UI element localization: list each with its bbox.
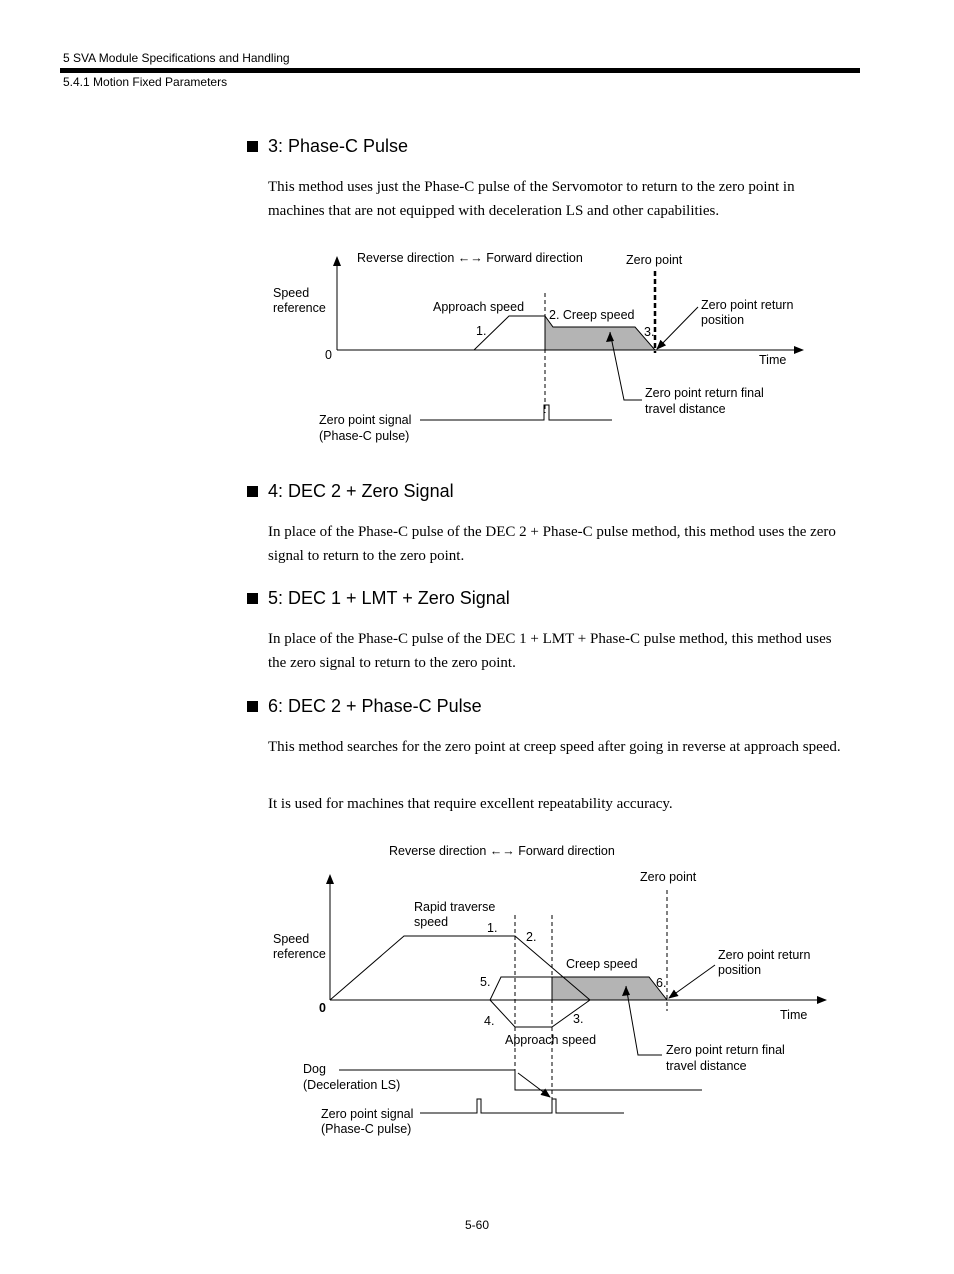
final-travel-label-2: travel distance xyxy=(645,402,726,416)
header-rule xyxy=(60,68,860,73)
speed-reference-label-2: reference xyxy=(273,301,326,315)
section-heading-dec1-lmt-zero xyxy=(247,588,510,609)
section-heading-text: 6: DEC 2 + Phase-C Pulse xyxy=(268,696,482,716)
direction-label: Reverse direction ←→ Forward direction xyxy=(357,251,583,265)
zero-point-label: Zero point xyxy=(626,253,683,267)
section-heading-dec2-zero xyxy=(247,481,454,502)
zero-point-signal-label: Zero point signal xyxy=(321,1107,414,1121)
step-2-label: 2. xyxy=(526,930,537,944)
step-1-label: 1. xyxy=(487,921,498,935)
phase-c-pulse-signal xyxy=(476,1099,624,1113)
time-label: Time xyxy=(759,353,787,367)
square-bullet-icon xyxy=(247,701,258,712)
speed-reference-label-2: reference xyxy=(273,947,326,961)
square-bullet-icon xyxy=(247,486,258,497)
page-number: 5-60 xyxy=(464,1218,490,1232)
creep-speed-label: 2. Creep speed xyxy=(549,308,635,322)
section-paragraph: This method searches for the zero point at creep speed after going in reverse at approach speed. xyxy=(268,739,841,755)
zero-point-return-label: Zero point return xyxy=(701,298,794,312)
origin-label: 0 xyxy=(325,348,332,362)
dog-signal xyxy=(515,1070,702,1090)
phase-c-pulse-signal xyxy=(518,405,612,420)
section-heading-dec2-phase-c xyxy=(247,696,482,717)
zero-point-return-label-2: position xyxy=(701,313,745,327)
rapid-traverse-profile xyxy=(330,936,590,1000)
section-heading-text: 5: DEC 1 + LMT + Zero Signal xyxy=(268,588,510,608)
section-paragraph-2: It is used for machines that require excellent repeatability accuracy. xyxy=(268,796,673,812)
section-header: 5.4.1 Motion Fixed Parameters xyxy=(63,75,228,89)
zero-point-signal-label: Zero point signal xyxy=(319,413,412,427)
zero-point-label: Zero point xyxy=(640,870,697,884)
phase-c-pulse-diagram xyxy=(262,245,822,455)
section-paragraph: In place of the Phase-C pulse of the DEC 1 + LMT + Phase-C pulse method, this method uses the zero signal to return to the zero point. xyxy=(268,631,832,671)
zero-point-signal-label-2: (Phase-C pulse) xyxy=(321,1122,412,1136)
direction-label: Reverse direction ←→ Forward direction xyxy=(389,844,615,858)
time-label: Time xyxy=(780,1008,808,1022)
step-1-label: 1. xyxy=(476,324,487,338)
final-travel-label-2: travel distance xyxy=(666,1059,747,1073)
dog-label: Dog xyxy=(303,1062,326,1076)
speed-reference-label: Speed xyxy=(273,286,310,300)
step-5-label: 5. xyxy=(480,975,491,989)
creep-travel-area xyxy=(552,977,667,1000)
section-heading-text: 3: Phase-C Pulse xyxy=(268,136,409,156)
section-paragraph: This method uses just the Phase-C pulse of the Servomotor to return to the zero point in machines that are not equipped with deceleration LS and other capabilities. xyxy=(268,179,795,219)
final-travel-label: Zero point return final xyxy=(645,386,764,400)
rapid-traverse-label: Rapid traverse xyxy=(414,900,496,914)
zero-point-return-arrow xyxy=(669,965,715,998)
zero-point-return-label-2: position xyxy=(718,963,762,977)
square-bullet-icon xyxy=(247,141,258,152)
speed-reference-label: Speed xyxy=(273,932,310,946)
dec2-phase-c-diagram xyxy=(262,835,842,1145)
step-3-label: 3. xyxy=(644,325,655,339)
square-bullet-icon xyxy=(247,593,258,604)
step-4-label: 4. xyxy=(484,1014,495,1028)
section-heading-phase-c xyxy=(247,136,408,157)
step-6-label: 6. xyxy=(656,976,667,990)
approach-speed-label: Approach speed xyxy=(433,300,525,314)
dog-label-2: (Deceleration LS) xyxy=(303,1078,401,1092)
approach-speed-label: Approach speed xyxy=(505,1033,597,1047)
final-travel-label: Zero point return final xyxy=(666,1043,785,1057)
zero-point-return-label: Zero point return xyxy=(718,948,811,962)
rapid-traverse-label-2: speed xyxy=(414,915,449,929)
step-3-label: 3. xyxy=(573,1012,584,1026)
origin-label: 0 xyxy=(319,1001,326,1015)
zero-point-return-arrow xyxy=(657,307,698,349)
chapter-header: 5 SVA Module Specifications and Handling xyxy=(63,51,290,65)
dog-to-pulse-arrow xyxy=(518,1073,550,1097)
zero-point-signal-label-2: (Phase-C pulse) xyxy=(319,429,410,443)
section-paragraph: In place of the Phase-C pulse of the DEC 2 + Phase-C pulse method, this method uses the zero signal to return to the zero point. xyxy=(268,524,836,564)
section-heading-text: 4: DEC 2 + Zero Signal xyxy=(268,481,454,501)
creep-speed-label: Creep speed xyxy=(566,957,638,971)
